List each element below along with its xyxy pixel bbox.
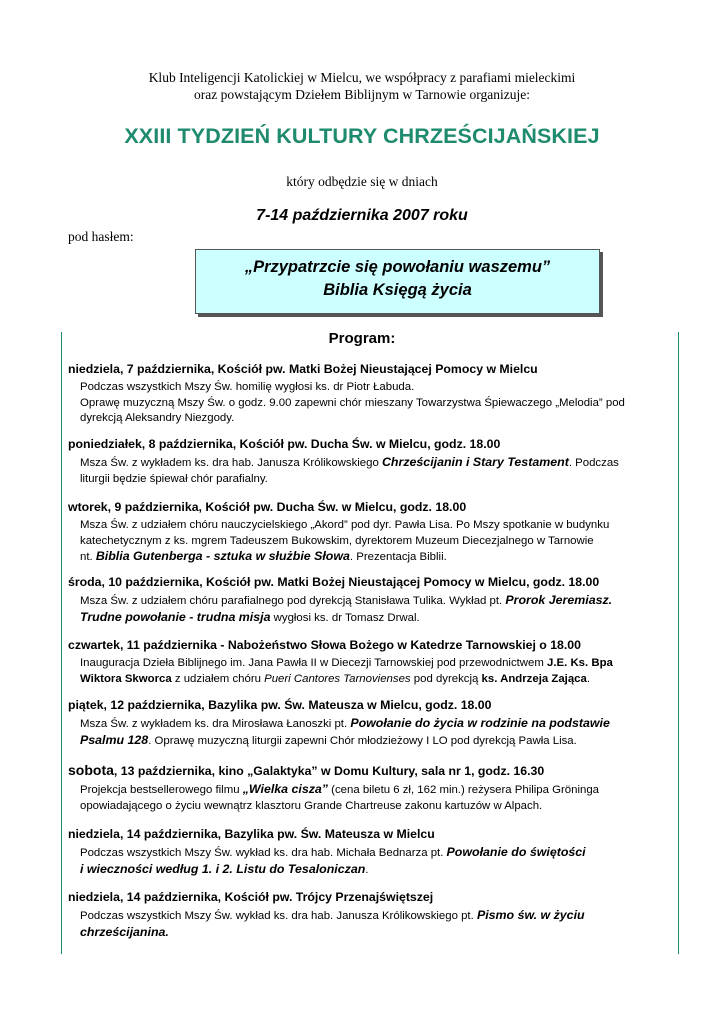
program-day (68, 574, 672, 626)
desc-line (80, 610, 672, 627)
desc-line (80, 549, 672, 566)
day-title: wtorek, 9 października, Kościół pw. Ducha Św. w Mielcu, godz. 18.00 (68, 500, 467, 514)
frame-right-border (678, 332, 679, 954)
desc-line (80, 908, 672, 925)
desc-line (80, 862, 672, 879)
day-title-weekday: sobota (68, 762, 114, 778)
desc-text: . (586, 672, 591, 685)
lecture-title: i wieczności według 1. i 2. Listu do Tesaloniczan (80, 861, 366, 876)
program-day (68, 889, 672, 940)
day-title: niedziela, 14 października, Kościół pw. Trójcy Przenajświętszej (68, 890, 434, 904)
film-title: „Wielka cisza” (242, 782, 329, 796)
desc-italic: Pueri Cantores Tarnovienses (264, 672, 411, 685)
desc-line (80, 845, 672, 862)
subtitle: który odbędzie się w dniach (286, 174, 438, 189)
desc-line: dyrekcją Aleksandry Niezgody. (80, 412, 235, 424)
day-title: czwartek, 11 października - Nabożeństwo Słowa Bożego w Katedrze Tarnowskiej o 18.00 (68, 638, 581, 652)
desc-line: opowiadającego o życiu wewnątrz klasztoru Grande Chartreuse zakonu kartuzów w Alpach. (80, 799, 543, 812)
desc-text: . Prezentacja Biblii. (349, 551, 447, 563)
program-day (68, 499, 672, 566)
intro-line-1: Klub Inteligencji Katolickiej w Mielcu, we współpracy z parafiami mieleckimi (148, 70, 576, 85)
desc-line (80, 656, 672, 672)
day-description (80, 455, 672, 487)
day-description (80, 518, 672, 566)
day-description (80, 656, 672, 687)
lecture-title: Powołanie do życia w rodzinie na podstawie (350, 716, 610, 730)
lecture-title: Biblia Gutenberga - sztuka w służbie Słowa (95, 549, 350, 563)
day-description (80, 593, 672, 626)
day-description (80, 845, 672, 878)
desc-text: nt. (80, 551, 96, 563)
desc-text: wygłosi ks. dr Tomasz Drwal. (270, 611, 420, 624)
motto-label: pod hasłem: (68, 229, 134, 244)
program-day (68, 697, 672, 749)
desc-text: Projekcja bestsellerowego filmu (80, 784, 243, 796)
desc-line: liturgii będzie śpiewał chór parafialny. (80, 472, 268, 485)
event-dates: 7-14 października 2007 roku (256, 207, 468, 224)
lecture-title: Powołanie do świętości (446, 845, 586, 859)
desc-line: Oprawę muzyczną Mszy Św. o godz. 9.00 zapewni chór mieszany Towarzystwa Śpiewaczego „Melodia” pod (80, 396, 625, 409)
desc-line (80, 716, 672, 733)
desc-text: Msza Św. z wykładem ks. dra Mirosława Łanoszki pt. (80, 718, 351, 730)
intro (0, 69, 724, 103)
desc-text: Msza Św. z wykładem ks. dra hab. Janusza Królikowskiego (80, 457, 382, 469)
day-title: niedziela, 14 października, Bazylika pw. Św. Mateusza w Mielcu (68, 827, 435, 841)
frame-left-border (61, 332, 62, 954)
motto-line-1: „Przypatrzcie się powołaniu waszemu” (244, 258, 551, 276)
desc-text: Podczas wszystkich Mszy Św. wykład ks. dra hab. Michała Bednarza pt. (80, 847, 447, 859)
day-title: piątek, 12 października, Bazylika pw. Św. Mateusza w Mielcu, godz. 18.00 (68, 698, 492, 712)
day-description (80, 380, 672, 427)
motto-line-2: Biblia Księgą życia (323, 281, 472, 299)
desc-line (80, 593, 672, 610)
day-description (80, 908, 672, 940)
page-title: XXIII TYDZIEŃ KULTURY CHRZEŚCIJAŃSKIEJ (124, 124, 600, 148)
desc-line: katechetycznym z ks. mgrem Tadeuszem Bukowskim, dyrektorem Muzeum Diecezjalnego w Tarnowie (80, 534, 594, 547)
program-day (68, 637, 672, 687)
program-heading: Program: (328, 330, 396, 347)
program-day (68, 361, 672, 427)
desc-line (80, 455, 672, 472)
desc-line (80, 733, 672, 750)
desc-text: Inauguracja Dzieła Biblijnego im. Jana Pawła II w Diecezji Tarnowskiej pod przewodnictwem (80, 657, 548, 669)
desc-line (80, 782, 672, 799)
desc-line: Msza Św. z udziałem chóru nauczycielskiego „Akord” pod dyr. Pawła Lisa. Po Mszy spotkanie w budynku (80, 519, 610, 531)
desc-text: (cena biletu 6 zł, 162 min.) reżysera Philipa Gröninga (328, 784, 599, 796)
desc-text: . (365, 863, 369, 876)
intro-line-2: oraz powstającym Dziełem Biblijnym w Tarnowie organizuje: (194, 87, 530, 102)
program-day (68, 436, 672, 487)
program-day (68, 826, 672, 878)
day-title: niedziela, 7 października, Kościół pw. Matki Bożej Nieustającej Pomocy w Mielcu (68, 362, 538, 376)
motto-box (195, 249, 600, 314)
lecture-title: Prorok Jeremiasz. (505, 593, 613, 607)
day-description (80, 716, 672, 749)
day-title (68, 762, 672, 780)
day-title-rest: , 13 października, kino „Galaktyka” w Domu Kultury, sala nr 1, godz. 16.30 (113, 764, 545, 778)
lecture-title: Chrześcijanin i Stary Testament (381, 455, 569, 469)
lecture-title: Pismo św. w życiu (476, 908, 585, 922)
day-description (80, 782, 672, 814)
lecture-title: chrześcijanina. (80, 924, 169, 939)
desc-text: . Oprawę muzyczną liturgii zapewni Chór młodzieżowy I LO pod dyrekcją Pawła Lisa. (148, 734, 577, 747)
desc-text: Podczas wszystkich Mszy Św. wykład ks. dra hab. Janusza Królikowskiego pt. (80, 910, 477, 922)
desc-line (80, 672, 672, 688)
desc-text: z udziałem chóru (171, 672, 265, 685)
desc-text: pod dyrekcją (410, 672, 482, 685)
desc-text: . Podczas (568, 457, 619, 469)
lecture-title: Trudne powołanie - trudna misja (80, 609, 271, 624)
day-title: środa, 10 października, Kościół pw. Matki Bożej Nieustającej Pomocy w Mielcu, godz. 18.00 (68, 575, 600, 589)
desc-line: Podczas wszystkich Mszy Św. homilię wygłosi ks. dr Piotr Łabuda. (80, 381, 415, 393)
lecture-title: Psalmu 128 (80, 732, 149, 747)
desc-text: Msza Św. z udziałem chóru parafialnego pod dyrekcją Stanisława Tulika. Wykład pt. (80, 595, 506, 607)
desc-bold: ks. Andrzeja Zająca (481, 672, 587, 685)
program-day (68, 762, 672, 814)
day-title: poniedziałek, 8 października, Kościół pw. Ducha Św. w Mielcu, godz. 18.00 (68, 437, 501, 451)
desc-bold: Wiktora Skworca (80, 672, 172, 685)
desc-bold: J.E. Ks. Bpa (547, 657, 613, 669)
